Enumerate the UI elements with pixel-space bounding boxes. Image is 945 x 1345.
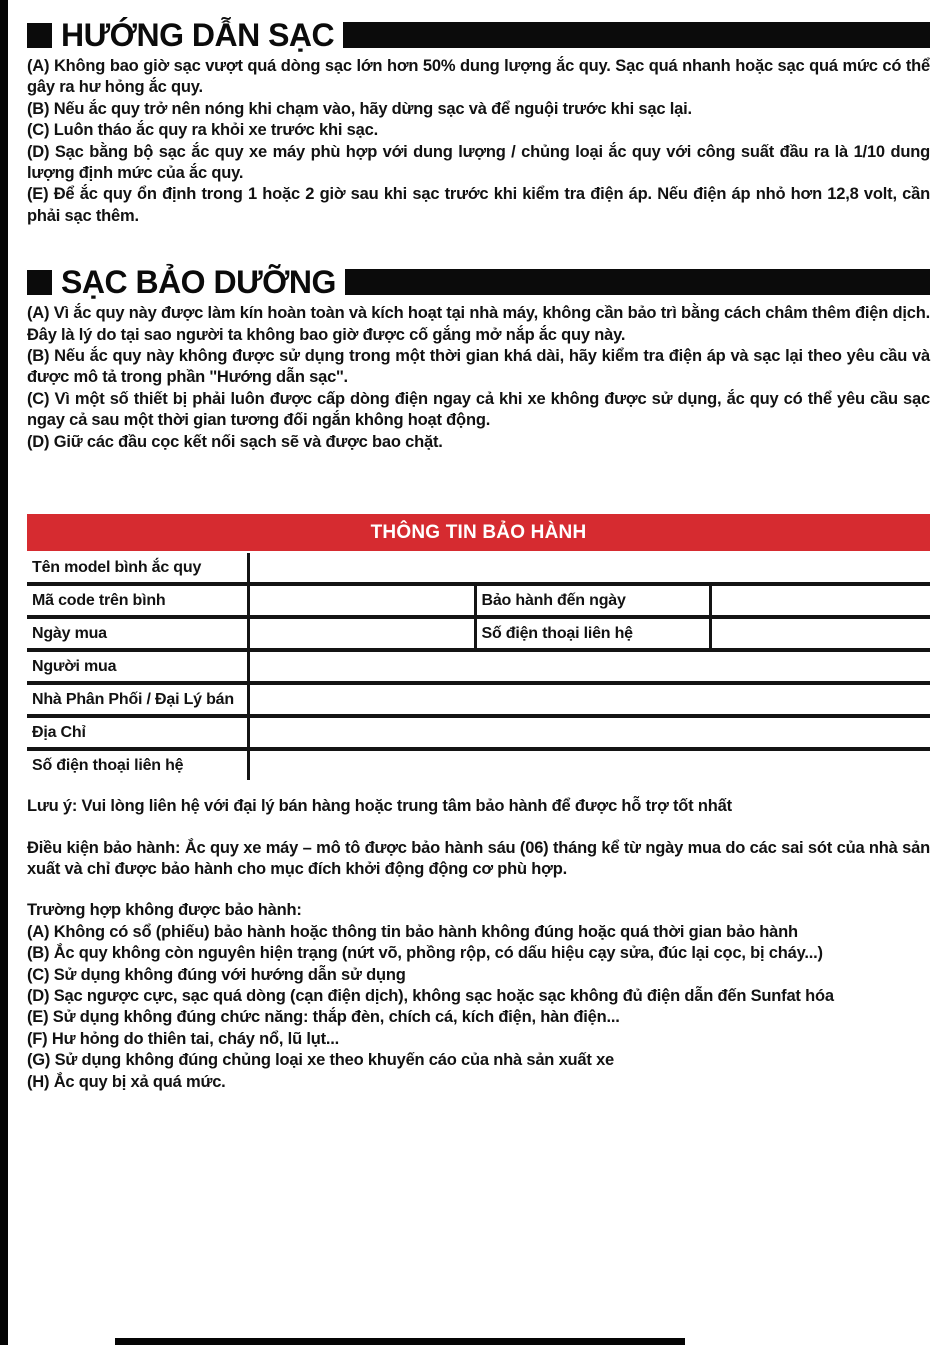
table-row: [27, 716, 930, 749]
contact-note: Lưu ý: Vui lòng liên hệ với đại lý bán hàng hoặc trung tâm bảo hành để được hỗ trợ tốt nhất: [27, 797, 732, 816]
instruction-item: (D) Sạc bằng bộ sạc ắc quy xe máy phù hợp với dung lượng / chủng loại ắc quy với công suất đầu ra là 1/10 dung lượng định mức của ắc quy.: [27, 142, 930, 183]
row-value-blank: [248, 553, 930, 584]
section-title: SẠC BẢO DƯỠNG: [61, 263, 336, 300]
exclusion-item: (C) Sử dụng không đúng với hướng dẫn sử dụng: [27, 965, 406, 984]
row-label: Bảo hành đến ngày: [475, 584, 710, 617]
table-row: [27, 650, 930, 683]
exclusion-item: (F) Hư hỏng do thiên tai, cháy nổ, lũ lụt...: [27, 1029, 340, 1048]
title-rule-bar: [345, 269, 930, 295]
row-value-blank: [248, 650, 930, 683]
section-title: HƯỚNG DẪN SẠC: [61, 16, 335, 53]
section-charging-instructions: [27, 16, 930, 227]
exclusion-item: (G) Sử dụng không đúng chủng loại xe theo khuyến cáo của nhà sản xuất xe: [27, 1051, 615, 1070]
table-row: [27, 553, 930, 584]
row-value-blank: [248, 617, 475, 650]
warranty-conditions-note: Điều kiện bảo hành: Ắc quy xe máy – mô tô được bảo hành sáu (06) tháng kể từ ngày mua do các sai sót của nhà sản xuất và chỉ được bảo hành cho mục đích khởi động động cơ phù hợp.: [27, 838, 930, 878]
warranty-table: [27, 553, 930, 780]
row-value-blank: [248, 683, 930, 716]
instruction-item: (C) Vì một số thiết bị phải luôn được cấp dòng điện ngay cả khi xe không được sử dụng, ắc quy có thể yêu cầu sạc ngay cả sau một thời gian tương đối ngắn không hoạt động.: [27, 389, 930, 430]
row-value-blank: [710, 584, 930, 617]
row-label: Mã code trên bình: [27, 584, 248, 617]
exclusions-block: [27, 900, 930, 1093]
instruction-item: (C) Luôn tháo ắc quy ra khỏi xe trước khi sạc.: [27, 121, 378, 140]
table-row: [27, 683, 930, 716]
bottom-crop-mark-bar: [115, 1338, 685, 1345]
section-heading: [27, 263, 930, 300]
exclusions-title: Trường hợp không được bảo hành:: [27, 901, 302, 920]
square-bullet-icon: [27, 23, 52, 48]
instruction-item: (A) Vì ắc quy này được làm kín hoàn toàn và kích hoạt tại nhà máy, không cần bảo trì bằng cách châm thêm điện dịch. Đây là lý do tại sao người ta không bao giờ được cố gắng mở nắp ắc quy này.: [27, 304, 930, 344]
instruction-list: [27, 56, 930, 227]
instruction-item: (D) Giữ các đầu cọc kết nối sạch sẽ và được bao chặt.: [27, 432, 443, 451]
exclusion-item: (A) Không có sổ (phiếu) bảo hành hoặc thông tin bảo hành không đúng hoặc quá thời gian bảo hành: [27, 922, 798, 941]
row-label: Nhà Phân Phối / Đại Lý bán: [27, 683, 248, 716]
row-value-blank: [248, 716, 930, 749]
exclusion-item: (E) Sử dụng không đúng chức năng: thắp đèn, chích cá, kích điện, hàn điện...: [27, 1008, 620, 1027]
exclusion-item: (B) Ắc quy không còn nguyên hiện trạng (nứt võ, phồng rộp, có dấu hiệu cạy sửa, đúc lại cọc, bị cháy...): [27, 944, 823, 963]
instruction-item: (A) Không bao giờ sạc vượt quá dòng sạc lớn hơn 50% dung lượng ắc quy. Sạc quá nhanh hoặc sạc quá mức có thể gây ra hư hỏng ắc quy.: [27, 57, 930, 97]
row-label: Tên model bình ắc quy: [27, 553, 248, 584]
row-label: Số điện thoại liên hệ: [27, 749, 248, 780]
square-bullet-icon: [27, 270, 52, 295]
exclusion-item: (D) Sạc ngược cực, sạc quá dòng (cạn điện dịch), không sạc hoặc sạc không đủ điện dẫn đến Sunfat hóa: [27, 986, 834, 1005]
warranty-header-banner: THÔNG TIN BẢO HÀNH: [27, 514, 930, 551]
row-value-blank: [248, 584, 475, 617]
row-label: Ngày mua: [27, 617, 248, 650]
table-row: [27, 584, 930, 617]
row-value-blank: [710, 617, 930, 650]
instruction-item: (B) Nếu ắc quy trở nên nóng khi chạm vào, hãy dừng sạc và để nguội trước khi sạc lại.: [27, 99, 692, 118]
row-label: Người mua: [27, 650, 248, 683]
instruction-item: (E) Để ắc quy ổn định trong 1 hoặc 2 giờ sau khi sạc trước khi kiểm tra điện áp. Nếu điện áp nhỏ hơn 12,8 volt, cần phải sạc thêm.: [27, 185, 930, 225]
row-value-blank: [248, 749, 930, 780]
table-row: [27, 749, 930, 780]
instruction-item: (B) Nếu ắc quy này không được sử dụng trong một thời gian khá dài, hãy kiểm tra điện áp và sạc lại theo yêu cầu và được mô tả trong phần ''Hướng dẫn sạc''.: [27, 347, 930, 387]
row-label: Địa Chỉ: [27, 716, 248, 749]
section-heading: [27, 16, 930, 53]
instruction-list: [27, 303, 930, 453]
exclusion-item: (H) Ắc quy bị xả quá mức.: [27, 1072, 226, 1091]
table-row: [27, 617, 930, 650]
section-maintenance-charging: [27, 263, 930, 453]
document-content: [27, 0, 930, 1093]
row-label: Số điện thoại liên hệ: [475, 617, 710, 650]
page-left-black-bar: [0, 0, 8, 1345]
title-rule-bar: [343, 22, 930, 48]
